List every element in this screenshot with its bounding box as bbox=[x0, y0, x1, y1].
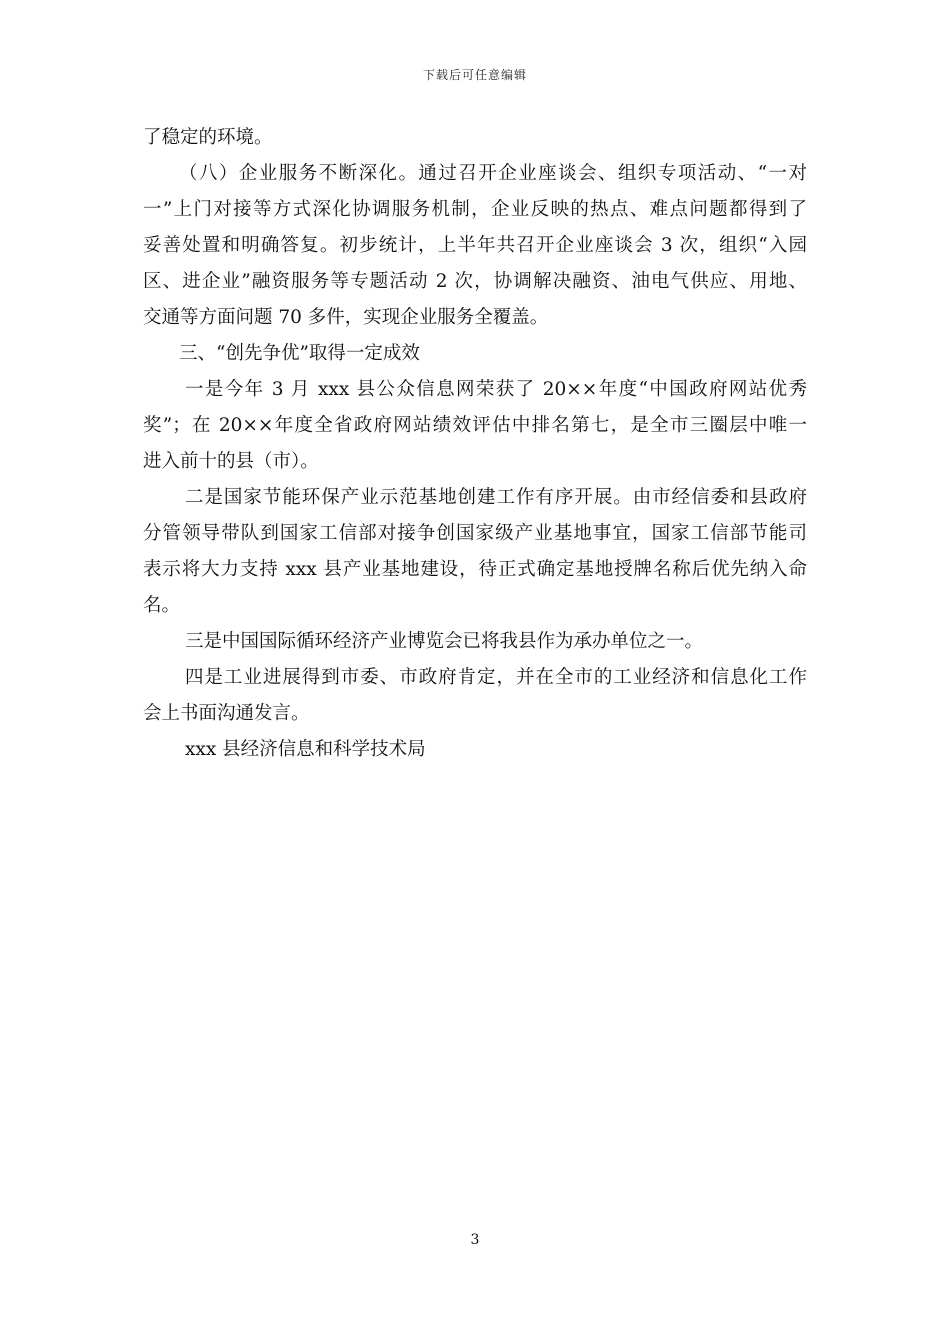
paragraph bbox=[143, 120, 807, 156]
text-line: 分管领导带队到国家工信部对接争创国家级产业基地事宜，国家工信部节能司 bbox=[143, 523, 807, 544]
text-line: 奖”；在 20××年度全省政府网站绩效评估中排名第七，是全市三圈层中唯一 bbox=[143, 415, 807, 436]
text-line: 二是国家节能环保产业示范基地创建工作有序开展。由市经信委和县政府 bbox=[185, 487, 807, 508]
paragraph-item-2 bbox=[143, 480, 807, 624]
text-line: 三是中国国际循环经济产业博览会已将我县作为承办单位之一。 bbox=[185, 631, 704, 652]
heading-line: 三、“创先争优”取得一定成效 bbox=[179, 343, 420, 364]
text-line: 一”上门对接等方式深化协调服务机制，企业反映的热点、难点问题都得到了 bbox=[143, 199, 807, 220]
text-line: 名。 bbox=[143, 595, 181, 616]
text-line: 了稳定的环境。 bbox=[143, 127, 273, 148]
paragraph-item-3 bbox=[143, 624, 807, 660]
page-header: 下载后可任意编辑 bbox=[422, 68, 527, 82]
text-line: 表示将大力支持 xxx 县产业基地建设，待正式确定基地授牌名称后优先纳入命 bbox=[143, 559, 807, 580]
page-number: 3 bbox=[470, 1232, 480, 1248]
document-body bbox=[143, 120, 807, 768]
paragraph-item-1 bbox=[143, 372, 807, 480]
text-line: 四是工业进展得到市委、市政府肯定，并在全市的工业经济和信息化工作 bbox=[185, 667, 807, 688]
text-line: 妥善处置和明确答复。初步统计，上半年共召开企业座谈会 3 次，组织“入园 bbox=[143, 235, 807, 256]
text-line: 区、进企业”融资服务等专题活动 2 次，协调解决融资、油电气供应、用地、 bbox=[143, 271, 807, 292]
paragraph-item-4 bbox=[143, 660, 807, 732]
text-line: 会上书面沟通发言。 bbox=[143, 703, 310, 724]
text-line: 交通等方面问题 70 多件，实现企业服务全覆盖。 bbox=[143, 307, 549, 328]
text-line: 进入前十的县（市）。 bbox=[143, 451, 319, 472]
signature bbox=[143, 732, 807, 768]
signature-line: xxx 县经济信息和科学技术局 bbox=[185, 739, 426, 760]
section-heading bbox=[143, 336, 807, 372]
text-line: （八）企业服务不断深化。通过召开企业座谈会、组织专项活动、“一对 bbox=[179, 163, 807, 184]
paragraph-section-8 bbox=[143, 156, 807, 336]
text-line: 一是今年 3 月 xxx 县公众信息网荣获了 20××年度“中国政府网站优秀 bbox=[185, 379, 807, 400]
